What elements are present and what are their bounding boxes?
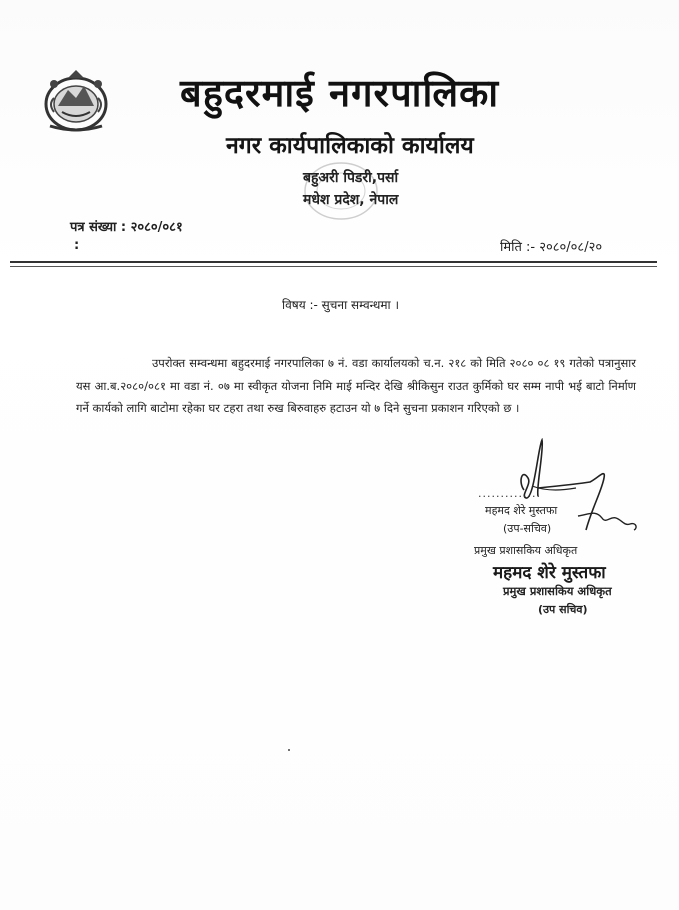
header-divider-thin — [10, 266, 657, 267]
letter-subject: विषय :- सुचना सम्वन्धमा । — [282, 298, 400, 312]
signature-line: .............. — [478, 487, 541, 500]
body-paragraph: उपरोक्त सम्वन्धमा बहुदरमाई नगरपालिका ७ नं. वडा कार्यालयको च.न. २१८ को मिति २०८० ०८ १९ गतेको पत्रानुसार यस आ.ब.२०८०/०८१ मा वडा नं. ०७ मा स्वीकृत योजना निमि माई मन्दिर देखि श्रीकिसुन राउत कुर्मिको घर सम्म नापी भई बाटो निर्माण गर्ने कार्यको लागि बाटोमा रहेका घर टहरा तथा रुख बिरुवाहरु हटाउन यो ७ दिने सुचना प्रकाशन गरिएको छ । — [76, 356, 636, 415]
stamp-role: (उप सचिव) — [538, 603, 588, 616]
address-line-2: मधेश प्रदेश, नेपाल — [303, 192, 399, 208]
reference-number: पत्र संख्या : २०८०/०८१ — [70, 220, 183, 235]
letter-body — [76, 352, 636, 420]
stamp-name: महमद शेरे मुस्तफा — [493, 563, 606, 583]
address-line-1: बहुअरी पिडरी,पर्सा — [303, 170, 399, 186]
nepal-emblem-icon — [40, 68, 112, 134]
letter-date: मिति :- २०८०/०८/२० — [500, 240, 603, 255]
signatory-title: प्रमुख प्रशासकिय अधिकृत — [474, 544, 578, 557]
office-name: नगर कार्यपालिकाको कार्यालय — [226, 133, 474, 159]
dispatch-number: : — [74, 238, 80, 253]
stamp-title: प्रमुख प्रशासकिय अधिकृत — [503, 584, 612, 598]
signatory-name: महमद शेरे मुस्तफा — [485, 504, 558, 517]
paper-speck — [288, 749, 290, 751]
municipality-name: बहुदरमाई नगरपालिका — [180, 71, 500, 115]
header-divider — [10, 261, 657, 263]
signatory-role: (उप-सचिव) — [503, 522, 552, 535]
